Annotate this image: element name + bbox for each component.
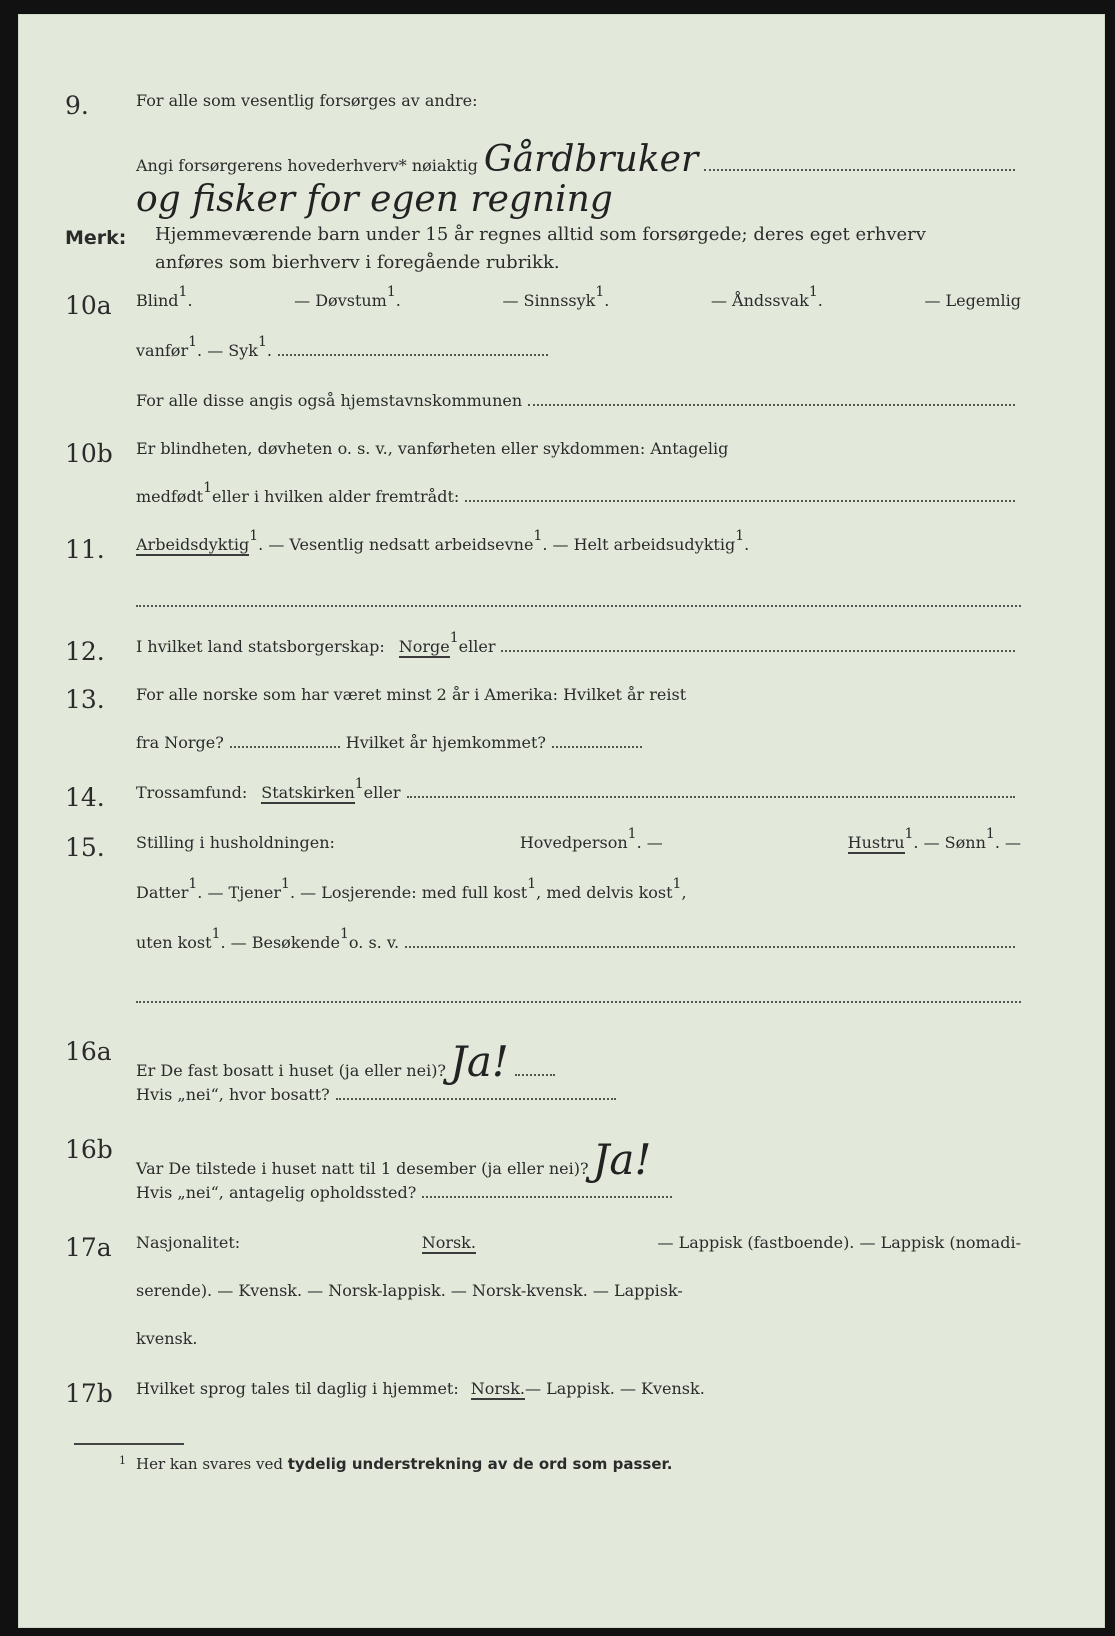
option-sinnssyk[interactable]: — Sinnssyk bbox=[502, 291, 596, 310]
item-13-line1 bbox=[136, 685, 1021, 704]
footnote-ref: 1 bbox=[249, 528, 259, 544]
item-17a-number: 17a bbox=[65, 1233, 112, 1262]
option-hovedperson[interactable]: Hovedperson bbox=[519, 833, 628, 852]
item-12-label: I hvilket land statsborgerskap: bbox=[136, 637, 385, 656]
note-line2: anføres som bierhverv i foregående rubrikk. bbox=[155, 252, 560, 273]
item-11-number: 11. bbox=[65, 535, 105, 564]
item-10a-hometown-fill[interactable] bbox=[528, 404, 1015, 406]
punct: , bbox=[681, 883, 687, 902]
footnote-ref: 1 bbox=[449, 630, 459, 646]
item-10b-line2 bbox=[136, 480, 1021, 508]
census-form-page bbox=[18, 14, 1105, 1628]
item-16b-number: 16b bbox=[65, 1135, 113, 1164]
option-vanfor[interactable]: vanfør bbox=[136, 341, 189, 360]
option-statskirken-underlined[interactable]: Statskirken bbox=[261, 783, 355, 802]
footnote-ref: 1 bbox=[808, 284, 818, 300]
option-arbeidsdyktig-underlined[interactable]: Arbeidsdyktig bbox=[136, 535, 250, 554]
option-full-kost[interactable]: . — Losjerende: med full kost bbox=[289, 883, 528, 902]
item-17b-line1 bbox=[136, 1379, 1021, 1400]
footnote-ref: 1 bbox=[672, 876, 682, 892]
item-13-return-label: Hvilket år hjemkommet? bbox=[345, 733, 546, 752]
item-16b-where-fill[interactable] bbox=[422, 1196, 672, 1198]
footnote-ref: 1 bbox=[203, 480, 213, 496]
item-17a-options-cont[interactable]: serende). — Kvensk. — Norsk-lappisk. — Norsk-kvensk. — Lappisk- bbox=[136, 1281, 683, 1300]
item-9-fill-line bbox=[704, 169, 1015, 171]
item-15-line3 bbox=[136, 926, 1021, 954]
item-9-line1 bbox=[136, 91, 1021, 110]
item-13-text: For alle norske som har været minst 2 år i Amerika: Hvilket år reist bbox=[136, 685, 687, 704]
option-uten-kost[interactable]: uten kost bbox=[136, 933, 212, 952]
item-17b-options[interactable]: — Lappisk. — Kvensk. bbox=[525, 1379, 705, 1398]
footnote-ref: 1 bbox=[340, 926, 349, 942]
item-16a-where-fill[interactable] bbox=[336, 1098, 616, 1100]
item-16b-handwritten-answer[interactable]: Ja! bbox=[592, 1135, 652, 1184]
option-syk[interactable]: . — Syk bbox=[197, 341, 258, 360]
footnote-bold-text: tydelig understrekning av de ord som passer. bbox=[287, 1455, 673, 1473]
option-norsk-language-underlined[interactable]: Norsk. bbox=[470, 1379, 526, 1398]
option-datter[interactable]: Datter bbox=[136, 883, 189, 902]
item-10a-line2 bbox=[136, 334, 1021, 362]
item-17b-label: Hvilket sprog tales til daglig i hjemmet: bbox=[136, 1379, 459, 1398]
item-10a-line1: Blind1. — Døvstum1. — Sinnssyk1. — Åndssvak1. — Legemlig bbox=[136, 284, 1021, 310]
item-10a-number: 10a bbox=[65, 291, 112, 320]
footnote-ref: 1 bbox=[595, 284, 605, 300]
item-9-handwritten-occupation[interactable]: Gårdbruker bbox=[483, 139, 699, 180]
item-12-number: 12. bbox=[65, 637, 105, 666]
item-13-left-label: fra Norge? bbox=[136, 733, 224, 752]
item-16a-line1 bbox=[136, 1037, 1021, 1086]
option-norsk-underlined[interactable]: Norsk. bbox=[421, 1233, 476, 1252]
item-10a-fill-line[interactable] bbox=[278, 354, 548, 356]
item-14-number: 14. bbox=[65, 783, 105, 812]
item-10b-line1 bbox=[136, 439, 1021, 458]
item-14-label: Trossamfund: bbox=[136, 783, 248, 802]
item-17b-number: 17b bbox=[65, 1379, 113, 1408]
item-15-line1 bbox=[136, 826, 1021, 852]
footnote-ref: 1 bbox=[178, 284, 188, 300]
option-blind[interactable]: Blind bbox=[136, 291, 179, 310]
footnote-ref: 1 bbox=[257, 334, 267, 350]
item-9-text: For alle som vesentlig forsørges av andre: bbox=[136, 91, 478, 110]
option-medfodt[interactable]: medfødt bbox=[136, 487, 204, 506]
option-besokende[interactable]: . — Besøkende bbox=[220, 933, 340, 952]
item-12-fill-line[interactable] bbox=[501, 650, 1015, 652]
option-norge-underlined[interactable]: Norge bbox=[398, 637, 450, 656]
punct: . bbox=[266, 341, 272, 360]
item-15-fill-line[interactable] bbox=[405, 946, 1015, 948]
footnote-ref: 1 bbox=[904, 826, 914, 842]
item-16a-where-label: Hvis „nei“, hvor bosatt? bbox=[136, 1085, 330, 1104]
item-16a-question: Er De fast bosatt i huset (ja eller nei)? bbox=[136, 1061, 447, 1080]
item-14-or: eller bbox=[363, 783, 401, 802]
item-12-line1 bbox=[136, 630, 1021, 658]
footnote-ref: 1 bbox=[735, 528, 745, 544]
item-11-line1 bbox=[136, 528, 1021, 554]
punct: . — bbox=[994, 833, 1021, 852]
item-16b-line2 bbox=[136, 1183, 1021, 1204]
item-16a-handwritten-answer[interactable]: Ja! bbox=[450, 1037, 509, 1086]
item-9-number: 9. bbox=[65, 91, 89, 120]
footnote-text: Her kan svares ved bbox=[136, 1455, 283, 1473]
item-13-number: 13. bbox=[65, 685, 105, 714]
footnote bbox=[119, 1455, 672, 1473]
item-9-line3 bbox=[136, 179, 1021, 220]
item-15-etc: o. s. v. bbox=[348, 933, 400, 952]
footnote-ref: 1 bbox=[188, 334, 198, 350]
option-dovstum[interactable]: — Døvstum bbox=[294, 291, 387, 310]
option-nedsatt-arbeidsevne[interactable]: . — Vesentlig nedsatt arbeidsevne bbox=[258, 535, 534, 554]
item-10b-age-label: eller i hvilken alder fremtrådt: bbox=[212, 487, 460, 506]
item-13-left-fill[interactable] bbox=[230, 746, 340, 748]
item-9-line2 bbox=[136, 139, 1021, 180]
option-hustru-underlined[interactable]: Hustru bbox=[847, 833, 905, 852]
footnote-ref: 1 bbox=[188, 876, 198, 892]
footnote-ref: 1 bbox=[533, 528, 543, 544]
item-10a-hometown-label: For alle disse angis også hjemstavnskommunen bbox=[136, 391, 523, 410]
footnote-ref: 1 bbox=[527, 876, 537, 892]
footnote-ref: 1 bbox=[211, 926, 221, 942]
item-15-label: Stilling i husholdningen: bbox=[136, 833, 335, 852]
item-16a-number: 16a bbox=[65, 1037, 112, 1066]
option-arbeidsudyktig[interactable]: . — Helt arbeidsudyktig bbox=[542, 535, 736, 554]
punct: . — bbox=[636, 833, 663, 852]
note-line1: Hjemmeværende barn under 15 år regnes alltid som forsørgede; deres eget erhverv bbox=[155, 224, 926, 245]
option-legemlig[interactable]: — Legemlig bbox=[924, 291, 1021, 310]
item-11-fill-line[interactable] bbox=[136, 605, 1021, 607]
option-sonn[interactable]: . — Sønn bbox=[913, 833, 986, 852]
item-17a-options-end[interactable]: kvensk. bbox=[136, 1329, 198, 1348]
option-andssvak[interactable]: — Åndssvak bbox=[710, 291, 809, 310]
item-16a-fill bbox=[515, 1074, 555, 1076]
punct: . bbox=[744, 535, 750, 554]
item-12-or: eller bbox=[458, 637, 496, 656]
option-delvis-kost[interactable]: , med delvis kost bbox=[536, 883, 673, 902]
item-17a-label: Nasjonalitet: bbox=[136, 1233, 241, 1252]
item-9-handwritten-occupation-cont[interactable]: og fisker for egen regning bbox=[136, 179, 613, 220]
footnote-ref: 1 bbox=[281, 876, 290, 892]
footnote-mark: 1 bbox=[119, 1454, 126, 1467]
item-16b-where-label: Hvis „nei“, antagelig opholdssted? bbox=[136, 1183, 417, 1202]
item-14-fill-line[interactable] bbox=[407, 796, 1016, 798]
item-10a-line3 bbox=[136, 391, 1021, 412]
item-10b-fill-line[interactable] bbox=[465, 500, 1015, 502]
item-13-return-fill[interactable] bbox=[552, 746, 642, 748]
item-13-line2 bbox=[136, 733, 1021, 754]
item-15-extra-line[interactable] bbox=[136, 1001, 1021, 1003]
footnote-ref: 1 bbox=[386, 284, 396, 300]
item-16a-line2 bbox=[136, 1085, 1021, 1106]
item-10b-number: 10b bbox=[65, 439, 113, 468]
item-17a-line3 bbox=[136, 1329, 1021, 1348]
option-tjener[interactable]: . — Tjener bbox=[197, 883, 282, 902]
item-14-line1 bbox=[136, 776, 1021, 804]
footnote-ref: 1 bbox=[354, 776, 364, 792]
item-15-number: 15. bbox=[65, 833, 105, 862]
item-17a-line2 bbox=[136, 1281, 1021, 1300]
footnote-ref: 1 bbox=[985, 826, 995, 842]
item-17a-options[interactable]: — Lappisk (fastboende). — Lappisk (nomadi- bbox=[657, 1233, 1021, 1252]
note-label: Merk: bbox=[65, 227, 127, 249]
item-9-occupation-label: Angi forsørgerens hovederhverv* nøiaktig bbox=[136, 156, 478, 175]
note-text bbox=[155, 221, 1021, 277]
footnote-divider bbox=[74, 1443, 184, 1445]
item-17a-line1 bbox=[136, 1233, 1021, 1254]
item-10b-text: Er blindheten, døvheten o. s. v., vanførheten eller sykdommen: Antagelig bbox=[136, 439, 729, 458]
item-16b-question: Var De tilstede i huset natt til 1 desember (ja eller nei)? bbox=[136, 1159, 589, 1178]
item-16b-line1 bbox=[136, 1135, 1021, 1184]
footnote-ref: 1 bbox=[627, 826, 637, 842]
item-15-line2 bbox=[136, 876, 1021, 902]
